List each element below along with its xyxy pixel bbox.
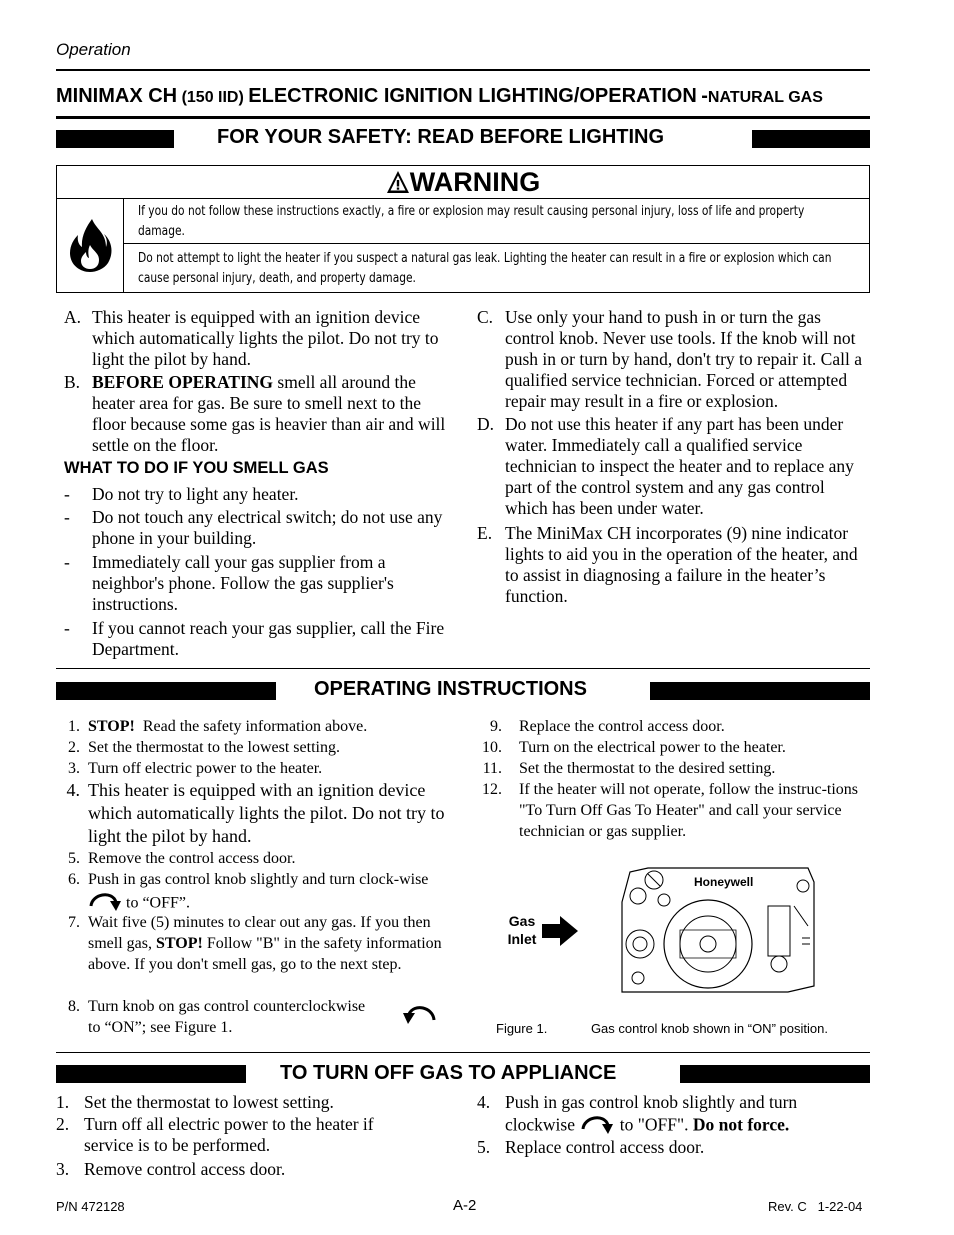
smell-item-text: Immediately call your gas supplier from a neighbor's phone. Follow the gas supplier's instructions. (92, 552, 394, 614)
step-body (88, 912, 458, 975)
operating-step (58, 779, 458, 848)
step-text: Remove control access door. (84, 1159, 286, 1179)
figure-caption (496, 1021, 828, 1036)
smell-item (64, 552, 454, 615)
step-text: Follow "B" in the safety information above. If you don't smell gas, go to the next step. (88, 935, 442, 973)
safety-item-bold: BEFORE OPERATING (92, 372, 274, 392)
safety-item-text: smell all around the heater area for gas. Be sure to smell next to the floor because some gas is heavier than air and will settle on the floor. (92, 372, 446, 455)
smell-item-text: If you cannot reach your gas supplier, call the Fire Department. (92, 618, 445, 659)
title-main: ELECTRONIC IGNITION LIGHTING/OPERATION (248, 85, 697, 107)
clockwise-arrow-icon (579, 1113, 615, 1140)
step-number: 2. (56, 1114, 70, 1134)
step-number: 4. (66, 780, 80, 800)
smell-item (64, 618, 454, 660)
step-number: 3. (56, 1159, 70, 1179)
step-number: 12. (482, 781, 502, 798)
warning-box (56, 165, 870, 293)
safety-item-text: Use only your hand to push in or turn the gas control knob. Never use tools. If the knob will not push in or turn by hand, don't try to repair it. Call a qualified service technician. Forced or attempted repair may result in a fire or explosion. (505, 307, 862, 411)
operating-step (58, 716, 458, 737)
turnoff-step (56, 1092, 456, 1113)
safety-item-label: C. (477, 307, 494, 327)
warning-row-1 (124, 199, 869, 244)
warning-row-2 (124, 244, 869, 292)
step-text: Set the thermostat to lowest setting. (84, 1092, 334, 1112)
gas-inlet-label (500, 912, 544, 948)
safety-item-label: B. (64, 372, 81, 392)
section-rule (56, 668, 870, 669)
safety-bar-right (752, 130, 870, 148)
safety-item-a (64, 307, 454, 370)
step-text: to "OFF". (619, 1114, 693, 1135)
safety-item-body (92, 372, 454, 456)
safety-item-b (64, 372, 454, 456)
step-text: Push in gas control knob slightly and turn clockwise (505, 1092, 798, 1135)
step-text: Read the safety information above. (134, 718, 368, 735)
step-number: 1. (56, 1092, 70, 1112)
step-bold: Do not force. (692, 1114, 790, 1135)
warning-text-1: If you do not follow these instructions exactly, a fire or explosion may result causing personal injury, loss of life and property damage. (138, 204, 805, 239)
smell-item-text: Do not touch any electrical switch; do not use any phone in your building. (92, 507, 443, 548)
operating-step (58, 737, 458, 758)
step-body (88, 996, 408, 1038)
step-number: 1. (68, 718, 80, 735)
operating-step (58, 869, 458, 918)
step-number: 6. (68, 871, 80, 888)
operating-heading: OPERATING INSTRUCTIONS (314, 678, 587, 700)
safety-bar-left (56, 130, 174, 148)
step-number: 9. (490, 718, 502, 735)
warning-triangle-icon (386, 170, 410, 199)
title-model: (150 IID) (181, 89, 244, 106)
page-title (56, 85, 870, 108)
step-number: 2. (68, 739, 80, 756)
operating-step (58, 996, 458, 1038)
step-number: 7. (68, 914, 80, 931)
step-text: This heater is equipped with an ignition device which automatically lights the pilot. Do not try to light the pilot by hand. (88, 780, 445, 846)
step-text: Set the thermostat to the desired setting. (519, 760, 776, 777)
step-number: 3. (68, 760, 80, 777)
footer-revision: Rev. C 1-22-04 (768, 1199, 863, 1214)
step-text: If the heater will not operate, follow the instruc-tions "To Turn Off Gas To Heater" and call your service technician or gas supplier. (519, 781, 859, 840)
step-text: Replace control access door. (505, 1137, 705, 1157)
turnoff-step (477, 1137, 871, 1158)
fire-icon-cell (57, 199, 124, 292)
safety-item-label: A. (64, 307, 82, 327)
figure-caption-label: Figure 1. (496, 1021, 548, 1036)
operating-step (58, 758, 458, 779)
operating-step (480, 737, 870, 758)
step-text: Remove the control access door. (88, 850, 296, 867)
gas-inlet-label-line: Gas (508, 913, 536, 929)
warning-title-row (57, 166, 869, 199)
step-text: Wait five (5) minutes to clear out any gas. If you then smell gas, (88, 914, 431, 952)
operating-bar-left (56, 682, 276, 700)
step-body (88, 869, 458, 918)
dash-bullet: - (64, 618, 70, 638)
turnoff-step (56, 1159, 456, 1180)
step-number: 8. (68, 998, 80, 1015)
smell-item-text: Do not try to light any heater. (92, 484, 299, 504)
step-text: Turn on the electrical power to the heater. (519, 739, 786, 756)
turnoff-bar-left (56, 1065, 246, 1083)
fire-icon (66, 217, 114, 278)
smell-item (64, 507, 454, 549)
smell-gas-heading: WHAT TO DO IF YOU SMELL GAS (64, 459, 329, 477)
header-rule (56, 69, 870, 71)
safety-item-text: This heater is equipped with an ignition device which automatically lights the pilot. Do not try to light the pilot by hand. (92, 307, 439, 369)
turnoff-step (56, 1114, 416, 1156)
valve-brand: Honeywell (694, 875, 754, 889)
right-arrow-icon (542, 916, 578, 951)
warning-title: WARNING (409, 167, 541, 197)
title-product: MINIMAX CH (56, 85, 178, 107)
operating-step (480, 779, 870, 842)
footer-part-number: P/N 472128 (56, 1199, 125, 1214)
step-text: Turn off electric power to the heater. (88, 760, 323, 777)
title-rule (56, 116, 870, 119)
operating-step (58, 848, 458, 869)
section-rule (56, 1052, 870, 1053)
safety-item-c (477, 307, 871, 412)
step-number: 4. (477, 1092, 491, 1112)
title-dash: - (701, 85, 708, 107)
smell-item (64, 484, 454, 505)
step-number: 10. (482, 739, 502, 756)
turnoff-heading: TO TURN OFF GAS TO APPLIANCE (280, 1062, 617, 1084)
step-text: Turn off all electric power to the heater if service is to be performed. (84, 1114, 374, 1155)
operating-step (58, 912, 458, 975)
title-fuel: NATURAL GAS (707, 89, 823, 106)
step-bold: STOP! (88, 718, 135, 735)
dash-bullet: - (64, 484, 70, 504)
operating-bar-right (650, 682, 870, 700)
turnoff-bar-right (680, 1065, 870, 1083)
warning-text-2: Do not attempt to light the heater if you suspect a natural gas leak. Lighting the heater can result in a fire or explosion which can cause personal injury, death, and property damage. (138, 251, 832, 286)
step-body (505, 1092, 871, 1140)
step-number: 5. (68, 850, 80, 867)
safety-item-d (477, 414, 871, 519)
safety-item-e (477, 523, 871, 607)
figure-caption-text: Gas control knob shown in “ON” position. (590, 1021, 828, 1036)
gas-control-valve-drawing (618, 866, 818, 994)
step-number: 11. (482, 760, 502, 777)
footer-page-number: A-2 (453, 1197, 477, 1214)
operating-step (480, 758, 870, 779)
dash-bullet: - (64, 507, 70, 527)
turnoff-step (477, 1092, 871, 1140)
dash-bullet: - (64, 552, 70, 572)
safety-heading: FOR YOUR SAFETY: READ BEFORE LIGHTING (217, 126, 665, 148)
operating-step (480, 716, 870, 737)
safety-item-label: E. (477, 523, 493, 543)
step-number: 5. (477, 1137, 491, 1157)
step-bold: STOP! (156, 935, 203, 952)
gas-inlet-label-line: Inlet (507, 931, 537, 947)
step-text: to “ON”; see Figure 1. (88, 1019, 233, 1036)
running-header: Operation (56, 40, 131, 59)
step-text: Turn knob on gas control counterclockwise (88, 998, 366, 1015)
counterclockwise-arrow-icon (402, 1002, 438, 1032)
safety-item-label: D. (477, 414, 495, 434)
step-text: Set the thermostat to the lowest setting. (88, 739, 340, 756)
step-text: to “OFF”. (126, 894, 190, 912)
step-text: Push in gas control knob slightly and turn clock-wise (88, 871, 429, 888)
safety-item-text: Do not use this heater if any part has been under water. Immediately call a qualified service technician to inspect the heater and to replace any part of the control system and any gas control which has been under water. (505, 414, 854, 518)
step-text: Replace the control access door. (519, 718, 725, 735)
safety-item-text: The MiniMax CH incorporates (9) nine indicator lights to aid you in the operation of the heater, and to assist in diagnosing a failure in the heater’s function. (505, 523, 858, 606)
step-body (88, 716, 458, 737)
